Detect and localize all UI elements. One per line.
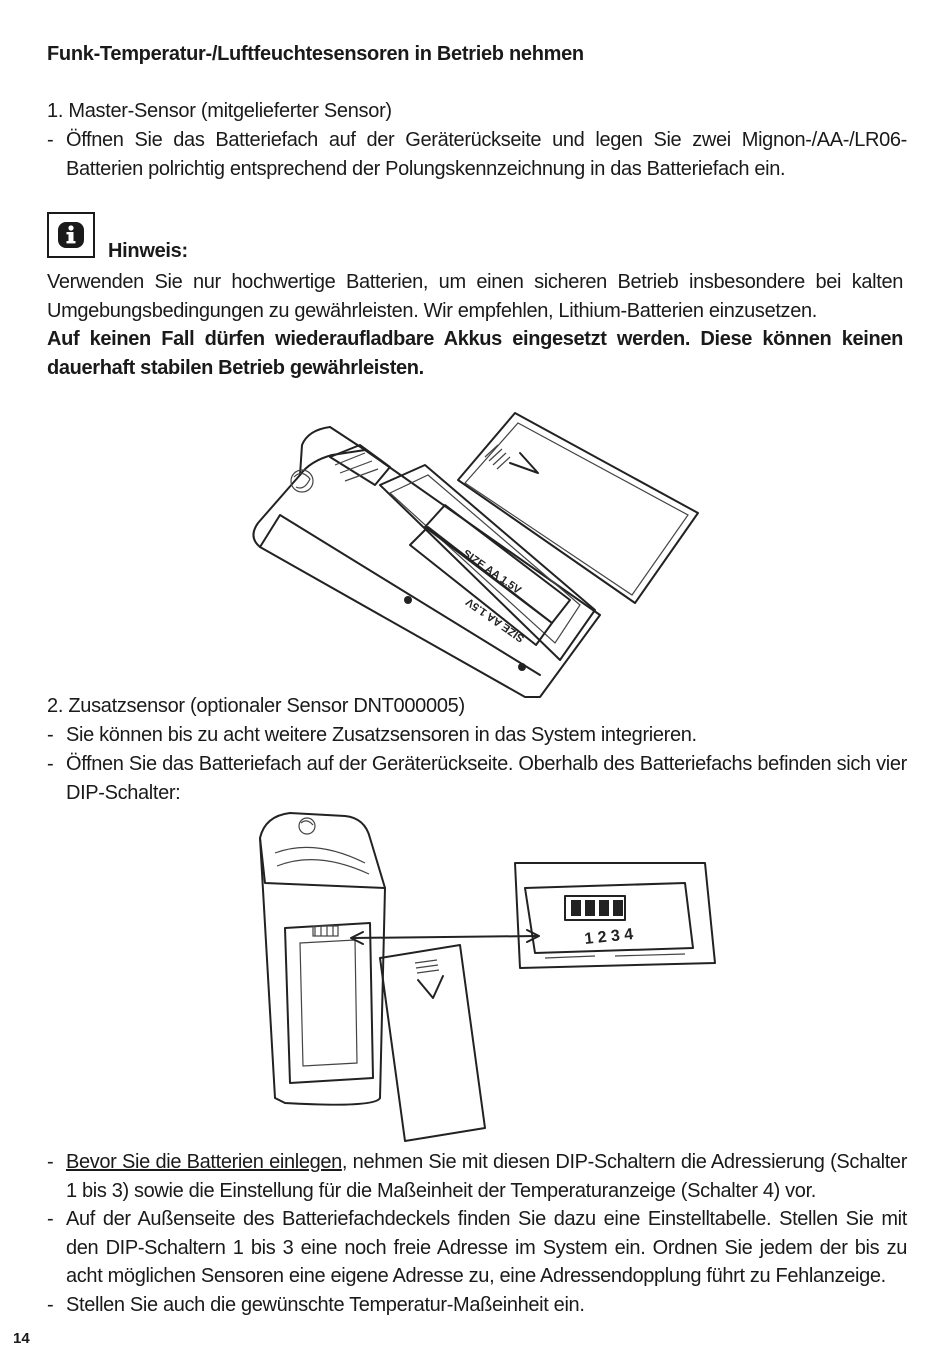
- section2-heading: 2. Zusatzsensor (optionaler Sensor DNT000005): [47, 695, 465, 717]
- arrow-icon: [510, 453, 538, 473]
- section1-bullet-text: Öffnen Sie das Batteriefach auf der Geräterückseite und legen Sie zwei Mignon-/AA-/LR06-Batterien polrichtig entsprechend der Polungskennzeichnung in das Batteriefach ein.: [66, 129, 907, 180]
- section3-bullet: [47, 1205, 907, 1291]
- note-label: Hinweis:: [108, 240, 188, 262]
- dip-switch-numbers: 1 2 3 4: [583, 925, 635, 948]
- battery-cover: [380, 945, 485, 1141]
- underlined-text: Bevor Sie die Batterien einlegen: [66, 1151, 342, 1173]
- arrow-icon: [418, 976, 443, 998]
- section2-bullet: [47, 750, 907, 807]
- battery: [410, 527, 552, 645]
- note-warning: Auf keinen Fall dürfen wiederaufladbare Akkus eingesetzt werden. Diese können keinen dauerhaft stabilen Betrieb gewährleisten.: [47, 328, 903, 379]
- bullet-dash: -: [47, 129, 54, 151]
- section1-bullet: [47, 126, 907, 183]
- section3-bullet-text: [66, 1148, 907, 1205]
- page-number: 14: [13, 1330, 30, 1347]
- battery-label: SIZE AA 1.5V: [463, 595, 527, 645]
- info-icon: [49, 214, 93, 256]
- section3-bullet-text: Auf der Außenseite des Batteriefachdeckels finden Sie dazu eine Einstelltabelle. Stellen Sie mit den DIP-Schaltern 1 bis 3 eine noch freie Adresse im System ein. Ordnen Sie jedem der bis zu acht möglichen Sensoren eine eigene Adresse zu, eine Adressendopplung führt zu Fehlanzeige.: [66, 1208, 907, 1287]
- section2-bullet-text: Sie können bis zu acht weitere Zusatzsensoren in das System integrieren.: [66, 724, 697, 746]
- bullet-dash: -: [47, 1151, 54, 1173]
- battery: [425, 505, 570, 623]
- note-text: Verwenden Sie nur hochwertige Batterien, um einen sicheren Betrieb insbesondere bei kalten Umgebungsbedingungen zu gewährleisten. Wir empfehlen, Lithium-Batterien einzusetzen.: [47, 271, 903, 322]
- dip-switch-small: [313, 926, 338, 936]
- section1-heading: 1. Master-Sensor (mitgelieferter Sensor): [47, 100, 392, 122]
- bullet-dash: -: [47, 724, 54, 746]
- dip-switch-zoom: [515, 863, 715, 968]
- section2-bullet-text: Öffnen Sie das Batteriefach auf der Geräterückseite. Oberhalb des Batteriefachs befinden sich vier DIP-Schalter:: [66, 753, 907, 804]
- section3-bullet: [47, 1148, 907, 1205]
- note-box: [47, 212, 95, 258]
- double-arrow-icon: [351, 930, 539, 944]
- section3-bullet-text: Stellen Sie auch die gewünschte Temperatur-Maßeinheit ein.: [66, 1294, 585, 1316]
- figure-dip-switches: [245, 808, 725, 1143]
- figure-master-sensor-batteries: [240, 405, 710, 700]
- section3-bullet: [47, 1291, 907, 1320]
- bullet-dash: -: [47, 1208, 54, 1230]
- bullet-dash: -: [47, 1294, 54, 1316]
- battery-label: SIZE AA 1.5V: [460, 547, 524, 597]
- bullet-rest-text: , nehmen Sie mit diesen DIP-Schaltern die Adressierung (Schalter 1 bis 3) sowie die Einstellung für die Maßeinheit der Temperaturanzeige (Schalter 4) vor.: [66, 1151, 907, 1202]
- sensor-logo-icon: [299, 818, 315, 834]
- page-title: Funk-Temperatur-/Luftfeuchtesensoren in Betrieb nehmen: [47, 43, 584, 65]
- section2-bullet: [47, 721, 907, 750]
- bullet-dash: -: [47, 753, 54, 775]
